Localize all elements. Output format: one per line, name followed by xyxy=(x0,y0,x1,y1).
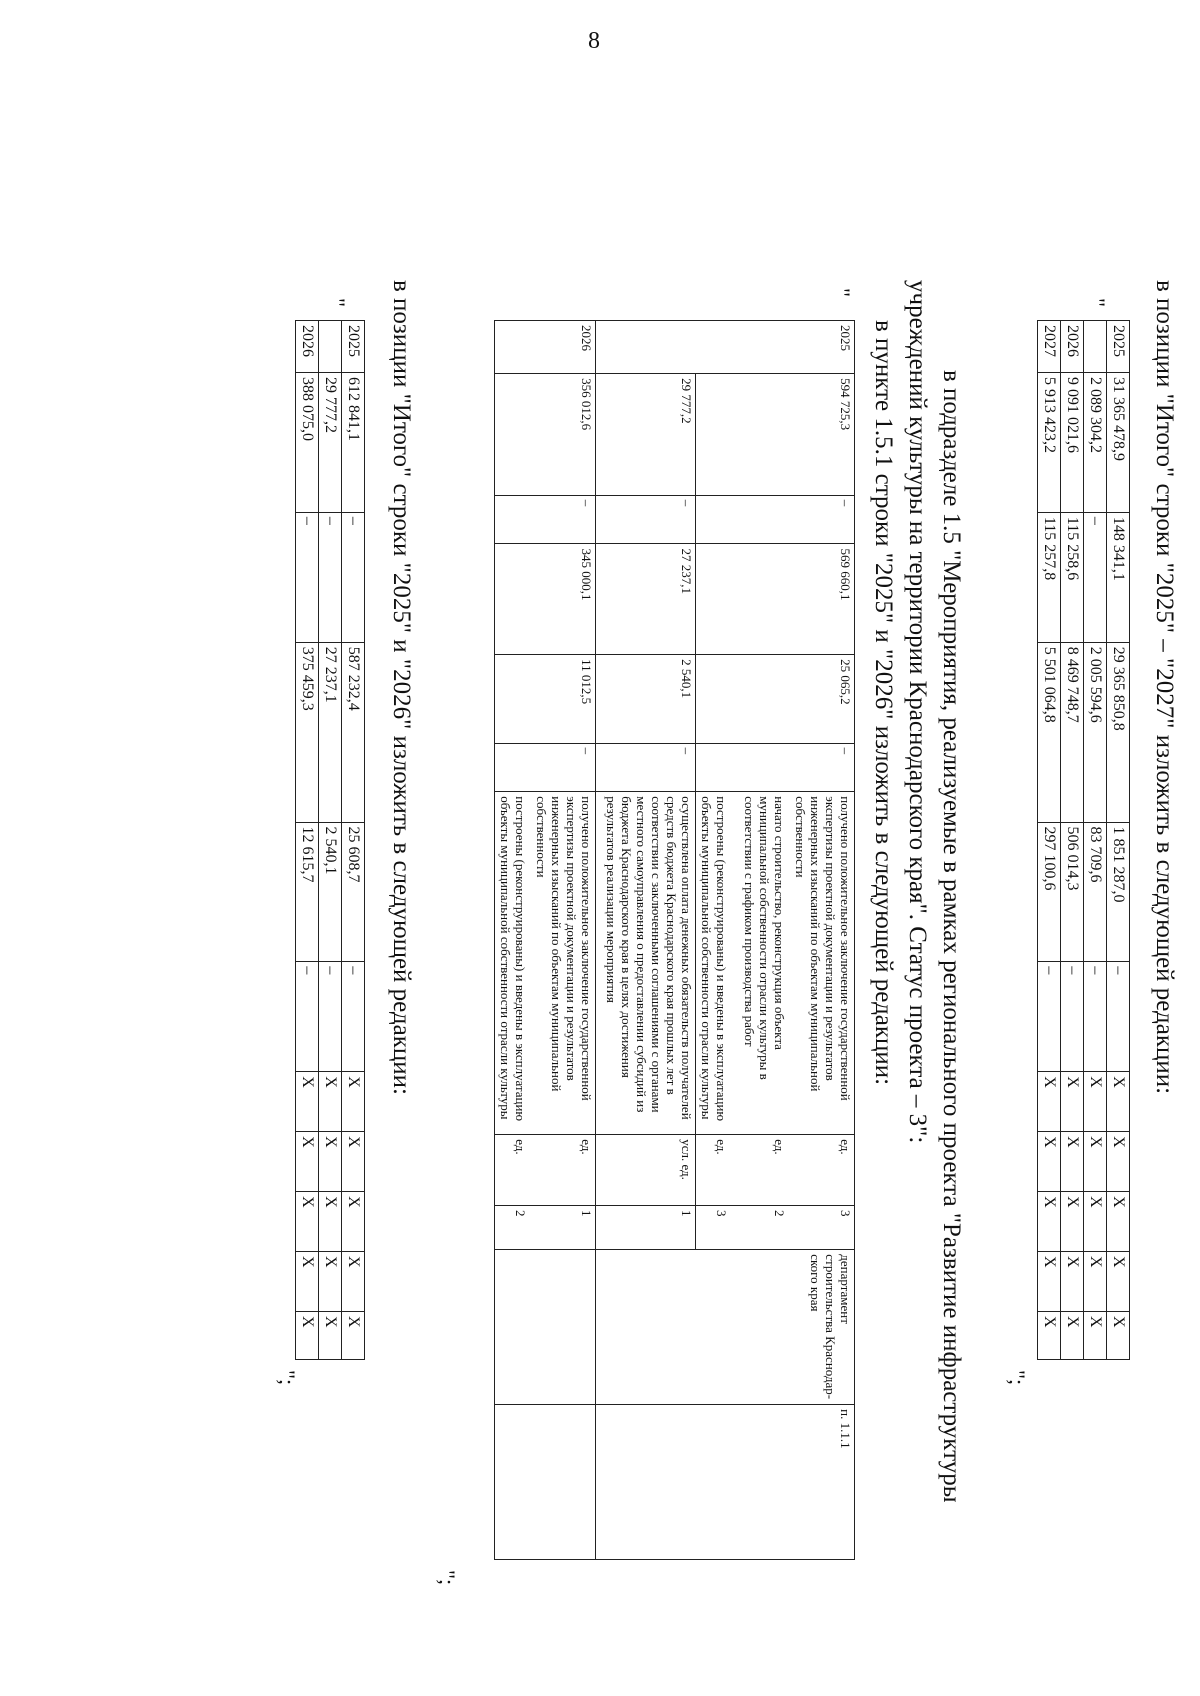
table-cell: 2 005 594,6 xyxy=(1084,642,1107,822)
table-row xyxy=(1084,321,1107,1360)
unit-text: ед. xyxy=(772,1139,787,1155)
table-cell: 2026 xyxy=(1061,321,1084,373)
unit-text: ед. xyxy=(579,1139,595,1155)
value-text: 2 xyxy=(772,1209,787,1217)
table-cell: 1 851 287,0 xyxy=(1107,822,1130,962)
table-cell: X xyxy=(1107,1252,1130,1312)
table-cell: X xyxy=(1107,1311,1130,1359)
table-cell: X xyxy=(1061,1192,1084,1252)
unit-cell xyxy=(495,1135,596,1206)
unit-text: ед. xyxy=(838,1139,853,1155)
table-row xyxy=(342,321,365,1360)
unit-text: ед. xyxy=(513,1139,529,1155)
table-cell: 27 237,1 xyxy=(319,642,342,822)
table-cell: X xyxy=(1038,1072,1061,1132)
unit-cell xyxy=(696,1135,855,1206)
table-cell: X xyxy=(319,1192,342,1252)
open-quote-3: " xyxy=(325,298,350,307)
table-cell: X xyxy=(1038,1192,1061,1252)
table-cell xyxy=(319,321,342,373)
table-cell: 8 469 748,7 xyxy=(1061,642,1084,822)
table-cell: X xyxy=(1061,1072,1084,1132)
table-row xyxy=(319,321,342,1360)
open-quote-1: " xyxy=(1085,298,1110,307)
fb-cell: – xyxy=(696,495,855,544)
mb-cell: 25 065,2 xyxy=(696,655,855,744)
result-cell xyxy=(495,792,596,1135)
table-totals-2025-2027 xyxy=(1037,320,1130,1360)
table-row xyxy=(1107,321,1130,1360)
table-cell: 9 091 021,6 xyxy=(1061,372,1084,512)
table-cell: X xyxy=(342,1192,365,1252)
mb-cell: 11 012,5 xyxy=(495,655,596,744)
table-cell: – xyxy=(319,962,342,1072)
value-cell xyxy=(696,1205,855,1249)
unit-text: ед. xyxy=(714,1139,729,1155)
result-text: получено положительное заключение государственной экспертизы проектной документации и результатов инженерных изысканий по объектам муниципальной собственности xyxy=(534,796,595,1101)
intro-text-1: в позиции "Итого" строки "2025" – "2027" изложить в следующей редакции: xyxy=(1151,280,1178,1095)
table-cell: X xyxy=(1061,1252,1084,1312)
table-cell: X xyxy=(1061,1132,1084,1192)
table-cell: 2 540,1 xyxy=(319,822,342,962)
table-cell: X xyxy=(342,1072,365,1132)
table-row xyxy=(1061,321,1084,1360)
table-cell: – xyxy=(1061,962,1084,1072)
table-cell: 115 257,8 xyxy=(1038,512,1061,642)
table-cell: – xyxy=(1038,962,1061,1072)
table-cell: 5 913 423,2 xyxy=(1038,372,1061,512)
point-cell: п. 1.1.1 xyxy=(596,1405,855,1560)
table-cell: 2025 xyxy=(342,321,365,373)
table-cell: – xyxy=(1084,962,1107,1072)
executor-cell: департамент строительства Краснодар-ского края xyxy=(596,1250,855,1405)
table-cell: 12 615,7 xyxy=(296,822,319,962)
mb-cell: 2 540,1 xyxy=(596,655,696,744)
paragraph-subsection-1-5 xyxy=(867,280,968,1610)
rotated-page-content xyxy=(160,100,1200,1660)
result-text: построены (реконструированы) и введены в эксплуатацию объекты муниципальной собственности отрасли культуры xyxy=(699,796,729,1122)
table-cell: X xyxy=(1061,1311,1084,1359)
kb-cell: 27 237,1 xyxy=(596,544,696,655)
table-cell: 2026 xyxy=(296,321,319,373)
table-cell: 148 341,1 xyxy=(1107,512,1130,642)
unit-text: усл. ед. xyxy=(596,1135,696,1206)
empty-cell xyxy=(495,1405,596,1560)
kb-cell: 569 660,1 xyxy=(696,544,855,655)
value-cell xyxy=(495,1205,596,1249)
table-cell: X xyxy=(319,1252,342,1312)
table-cell: X xyxy=(342,1311,365,1359)
table-cell: X xyxy=(1084,1311,1107,1359)
intro-text-3: в позиции "Итого" строки "2025" и "2026" изложить в следующей редакции: xyxy=(388,280,415,1095)
vb-cell: – xyxy=(596,743,696,792)
table-cell: 612 841,1 xyxy=(342,372,365,512)
table-cell: 5 501 064,8 xyxy=(1038,642,1061,822)
table-cell: – xyxy=(342,962,365,1072)
table-cell: X xyxy=(296,1311,319,1359)
paragraph-line-1: в подразделе 1.5 "Мероприятия, реализуемые в рамках регионального проекта "Развитие инфраструктуры xyxy=(938,370,965,1503)
table-cell: X xyxy=(296,1072,319,1132)
paragraph-line-2: учреждений культуры на территории Краснодарского края". Статус проекта – 3": xyxy=(904,280,932,1144)
table-cell: X xyxy=(319,1311,342,1359)
table-cell: X xyxy=(319,1132,342,1192)
result-text: начато строительство, реконструкция объекта муниципальной собственности отрасли культуры в соответствии с графиком производства работ xyxy=(742,796,787,1080)
table-cell: X xyxy=(1107,1192,1130,1252)
result-text: построены (реконструированы) и введены в эксплуатацию объекты муниципальной собственности отрасли культуры xyxy=(498,796,529,1122)
vb-cell: – xyxy=(495,743,596,792)
table-cell: – xyxy=(1107,962,1130,1072)
table-cell: X xyxy=(1107,1072,1130,1132)
page-number: 8 xyxy=(588,28,600,54)
table-cell: 2027 xyxy=(1038,321,1061,373)
result-cell xyxy=(696,792,855,1135)
table-cell: X xyxy=(1084,1192,1107,1252)
value-text: 1 xyxy=(596,1205,696,1249)
table-cell: 29 365 850,8 xyxy=(1107,642,1130,822)
total-cell: 594 725,3 xyxy=(696,374,855,496)
table-cell: – xyxy=(319,512,342,642)
table-measures-1-5-1 xyxy=(494,320,855,1560)
table-cell: 2025 xyxy=(1107,321,1130,373)
table-cell: X xyxy=(296,1192,319,1252)
paragraph-line-3: в пункте 1.5.1 строки "2025" и "2026" изложить в следующей редакции: xyxy=(870,320,898,1086)
open-quote-2: " xyxy=(830,288,855,297)
fb-cell: – xyxy=(596,495,696,544)
table-cell: 587 232,4 xyxy=(342,642,365,822)
table-cell: X xyxy=(342,1132,365,1192)
table-cell: 31 365 478,9 xyxy=(1107,372,1130,512)
table-cell: X xyxy=(1038,1252,1061,1312)
empty-cell xyxy=(495,1250,596,1405)
close-quote-2: "; xyxy=(435,1570,460,1586)
table-cell: – xyxy=(296,512,319,642)
close-quote-3: "; xyxy=(275,1370,300,1386)
table-cell: 375 459,3 xyxy=(296,642,319,822)
table-cell: X xyxy=(1038,1311,1061,1359)
fb-cell: – xyxy=(495,495,596,544)
kb-cell: 345 000,1 xyxy=(495,544,596,655)
table-cell: 2 089 304,2 xyxy=(1084,372,1107,512)
table-cell: X xyxy=(319,1072,342,1132)
value-text: 3 xyxy=(714,1209,729,1217)
table-row xyxy=(1038,321,1061,1360)
table-cell: 506 014,3 xyxy=(1061,822,1084,962)
total-cell: 356 012,6 xyxy=(495,374,596,496)
table-row xyxy=(296,321,319,1360)
table-totals-2025-2026 xyxy=(295,320,365,1360)
table-cell: X xyxy=(1107,1132,1130,1192)
result-text: осуществлена оплата денежных обязательств получателей средств бюджета Краснодарского края прошлых лет в соответствии с заключенными соглашениями с органами местного самоуправления о предоставлении субсидий из бюджета Краснодарского края в целях достижения результатов реализации мероприятия xyxy=(596,792,696,1135)
table-cell: X xyxy=(296,1132,319,1192)
table-cell: X xyxy=(1084,1072,1107,1132)
result-text: получено положительное заключение государственной экспертизы проектной документации и результатов инженерных изысканий по объектам муниципальной собственности xyxy=(793,796,853,1101)
table-cell: – xyxy=(296,962,319,1072)
year-2026-cell: 2026 xyxy=(495,321,596,374)
value-text: 3 xyxy=(838,1209,853,1217)
total-cell: 29 777,2 xyxy=(596,374,696,496)
value-text: 2 xyxy=(513,1209,529,1217)
table-cell: X xyxy=(1038,1132,1061,1192)
table-cell: 29 777,2 xyxy=(319,372,342,512)
close-quote-1: "; xyxy=(1005,1370,1030,1386)
table-cell: 83 709,6 xyxy=(1084,822,1107,962)
table-cell: 388 075,0 xyxy=(296,372,319,512)
table-cell: 25 608,7 xyxy=(342,822,365,962)
year-2025-cell: 2025 xyxy=(596,321,855,374)
table-cell: X xyxy=(1084,1252,1107,1312)
table-cell: X xyxy=(296,1252,319,1312)
table-cell: 115 258,6 xyxy=(1061,512,1084,642)
table-cell: – xyxy=(1084,512,1107,642)
value-text: 1 xyxy=(579,1209,595,1217)
vb-cell: – xyxy=(696,743,855,792)
table-cell: X xyxy=(342,1252,365,1312)
table-cell: – xyxy=(342,512,365,642)
table-cell xyxy=(1084,321,1107,373)
table-cell: 297 100,6 xyxy=(1038,822,1061,962)
table-cell: X xyxy=(1084,1132,1107,1192)
